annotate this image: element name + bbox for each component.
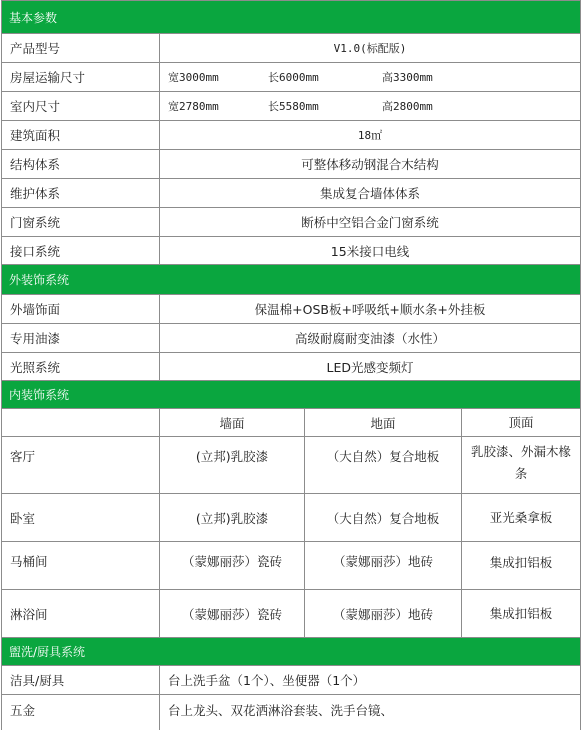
table-row — [1, 665, 581, 694]
row-value: 台上洗手盆（1个）、坐便器（1个） — [159, 665, 581, 694]
row-value: LED光感变频灯 — [159, 352, 581, 380]
ceiling-value: 集成扣铝板 — [461, 589, 581, 637]
length-value: 长6000mm — [268, 71, 319, 84]
floor-value: （大自然）复合地板 — [304, 436, 461, 493]
section-title: 基本参数 — [9, 10, 58, 25]
table-row — [1, 694, 581, 730]
row-label: 接口系统 — [1, 236, 159, 264]
room-label: 卧室 — [1, 493, 159, 541]
row-label: 建筑面积 — [1, 120, 159, 149]
table-row — [1, 589, 581, 637]
header-blank — [1, 408, 159, 436]
length-value: 长5580mm — [268, 100, 319, 113]
section-header-bath-kitchen — [1, 637, 581, 665]
table-row — [1, 149, 581, 178]
ceiling-value: 乳胶漆、外漏木椽条 — [461, 436, 581, 493]
row-label: 光照系统 — [1, 352, 159, 380]
wall-value: （蒙娜丽莎）瓷砖 — [159, 541, 304, 589]
row-value: 集成复合墙体体系 — [159, 178, 581, 207]
width-value: 宽3000mm — [168, 71, 219, 84]
row-label: 五金 — [1, 694, 159, 730]
row-label: 洁具/厨具 — [1, 665, 159, 694]
row-value: 18㎡ — [159, 120, 581, 149]
section-header-exterior — [1, 264, 581, 294]
table-row — [1, 294, 581, 323]
section-title: 外装饰系统 — [9, 273, 70, 287]
table-header-row — [1, 408, 581, 436]
floor-value: （大自然）复合地板 — [304, 493, 461, 541]
row-label: 产品型号 — [1, 33, 159, 62]
room-label: 客厅 — [1, 436, 159, 493]
table-row — [1, 323, 581, 352]
dimension-values — [159, 91, 581, 120]
table-row — [1, 541, 581, 589]
row-label: 结构体系 — [1, 149, 159, 178]
section-title: 内装饰系统 — [9, 388, 70, 402]
row-value: 断桥中空铝合金门窗系统 — [159, 207, 581, 236]
row-value: 15米接口电线 — [159, 236, 581, 264]
row-label: 房屋运输尺寸 — [1, 62, 159, 91]
row-label: 门窗系统 — [1, 207, 159, 236]
floor-value: （蒙娜丽莎）地砖 — [304, 541, 461, 589]
room-label: 马桶间 — [1, 541, 159, 589]
table-row — [1, 33, 581, 62]
width-value: 宽2780mm — [168, 100, 219, 113]
row-value: 高级耐腐耐变油漆（水性） — [159, 323, 581, 352]
row-value: 台上龙头、双花洒淋浴套装、洗手台镜、 — [159, 694, 581, 730]
table-row — [1, 493, 581, 541]
column-header-floor: 地面 — [304, 408, 461, 436]
table-row — [1, 120, 581, 149]
row-label: 外墙饰面 — [1, 294, 159, 323]
table-row — [1, 62, 581, 91]
section-header-basic — [1, 0, 581, 33]
row-label: 室内尺寸 — [1, 91, 159, 120]
row-label: 维护体系 — [1, 178, 159, 207]
height-value: 高3300mm — [382, 71, 433, 84]
wall-value: （蒙娜丽莎）瓷砖 — [159, 589, 304, 637]
table-row — [1, 352, 581, 380]
ceiling-value: 亚光桑拿板 — [461, 493, 581, 541]
column-header-wall: 墙面 — [159, 408, 304, 436]
wall-value: (立邦)乳胶漆 — [159, 436, 304, 493]
table-row — [1, 236, 581, 264]
table-row — [1, 178, 581, 207]
height-value: 高2800mm — [382, 100, 433, 113]
spec-table — [1, 0, 581, 730]
section-title: 盥洗/厨具系统 — [9, 645, 86, 659]
wall-value: (立邦)乳胶漆 — [159, 493, 304, 541]
dimension-values — [159, 62, 581, 91]
row-label: 专用油漆 — [1, 323, 159, 352]
table-row — [1, 207, 581, 236]
floor-value: （蒙娜丽莎）地砖 — [304, 589, 461, 637]
table-row — [1, 436, 581, 493]
row-value: 可整体移动钢混合木结构 — [159, 149, 581, 178]
column-header-ceiling: 顶面 — [461, 408, 581, 436]
room-label: 淋浴间 — [1, 589, 159, 637]
section-header-interior — [1, 380, 581, 408]
ceiling-value: 集成扣铝板 — [461, 541, 581, 589]
row-value: 保温棉+OSB板+呼吸纸+顺水条+外挂板 — [159, 294, 581, 323]
row-value: V1.0(标配版) — [159, 33, 581, 62]
table-row — [1, 91, 581, 120]
